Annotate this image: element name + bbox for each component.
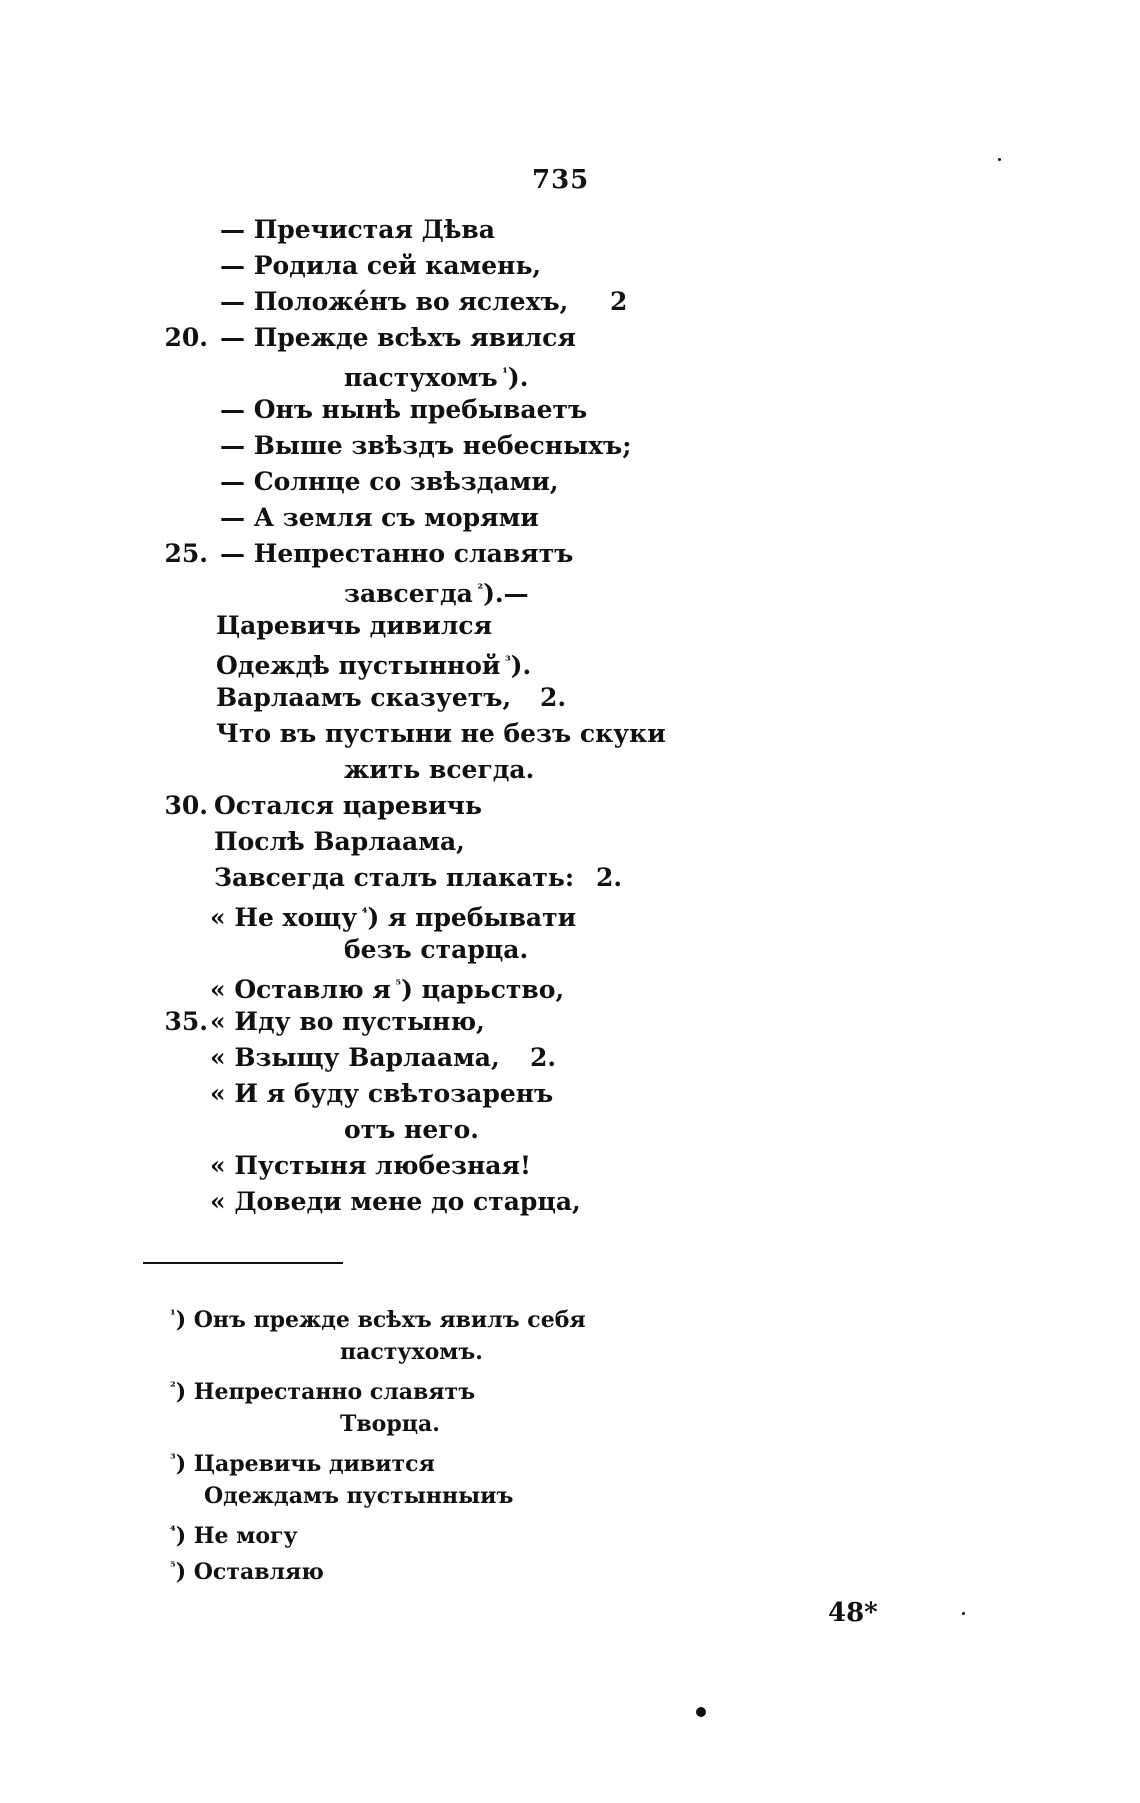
verse-text: « Оставлю я [210, 975, 391, 1004]
verse-line [214, 788, 482, 824]
verse-line [220, 320, 576, 356]
verse-line [220, 284, 568, 320]
scan-speck [962, 1612, 965, 1615]
footnote-ref: ¹ [497, 366, 508, 381]
footnote-line [204, 1480, 513, 1512]
verse-text-after: ). [507, 363, 529, 392]
verse-text: — Прежде всѣхъ явился [220, 323, 576, 352]
verse-line [216, 644, 531, 680]
verse-line [344, 932, 528, 968]
verse-text: — Непрестанно славятъ [220, 539, 574, 568]
scan-speck [696, 1707, 706, 1717]
footnote-text: ) Оставляю [175, 1559, 324, 1585]
page-number: 735 [532, 165, 590, 195]
verse-line [344, 752, 534, 788]
verse-line [220, 392, 587, 428]
footnote-line [170, 1300, 586, 1332]
scan-speck [998, 158, 1001, 161]
verse-text: « Пустыня любезная! [210, 1151, 531, 1180]
printer-signature: 48* [828, 1598, 878, 1628]
verse-text-after: ).— [483, 579, 529, 608]
footnote-text: пастухомъ. [340, 1339, 483, 1365]
verse-line [344, 572, 529, 608]
repeat-mark: 2. [596, 863, 623, 892]
verse-line [220, 464, 559, 500]
verse-text: « Доведи мене до старца, [210, 1187, 581, 1216]
verse-line [214, 860, 574, 896]
verse-text: — Солнце со звѣздами, [220, 467, 559, 496]
verse-text: жить всегда. [344, 755, 535, 784]
verse-text: « И я буду свѣтозаренъ [210, 1079, 554, 1108]
repeat-mark: 2. [540, 683, 567, 712]
verse-line [216, 716, 666, 752]
verse-text: « Взыщу Варлаама, [210, 1043, 500, 1072]
verse-line [210, 896, 576, 932]
verse-text-after: ) я пребывати [367, 903, 577, 932]
verse-line [220, 428, 631, 464]
verse-text: Царевичь дивился [216, 611, 493, 640]
footnote-text: Творца. [340, 1411, 440, 1437]
footnote-line [340, 1408, 440, 1440]
verse-line [344, 356, 528, 392]
footnote-line [170, 1552, 324, 1584]
verse-text: — Выше звѣздъ небесныхъ; [220, 431, 632, 460]
verse-line [210, 1040, 500, 1076]
verse-number: 25. [164, 539, 208, 568]
footnote-text: ) Царевичь дивится [175, 1451, 435, 1477]
footnote-text: Одеждамъ пустынныиъ [204, 1483, 514, 1509]
verse-line [344, 1112, 479, 1148]
verse-text: Одеждѣ пустынной [216, 651, 501, 680]
verse-text: Послѣ Варлаама, [214, 827, 465, 856]
footnote-line [170, 1516, 298, 1548]
verse-text: завсегда [344, 579, 473, 608]
footnote-ref: ² [472, 582, 484, 597]
verse-text: — Пречистая Дѣва [220, 215, 495, 244]
verse-line [220, 536, 573, 572]
verse-line [216, 608, 492, 644]
verse-text-after: ) царьство, [401, 975, 565, 1004]
footnote-line [340, 1336, 483, 1368]
verse-text: Что въ пустыни не безъ скуки [216, 719, 666, 748]
verse-line [220, 500, 539, 536]
verse-line [210, 1004, 485, 1040]
verse-number: 30. [164, 791, 208, 820]
verse-text: Завсегда сталъ плакать: [214, 863, 575, 892]
footnote-ref: ⁴ [357, 906, 368, 921]
footnote-ref: ³ [500, 654, 511, 669]
footnote-text: ) Онъ прежде всѣхъ явилъ себя [175, 1307, 586, 1333]
verse-text: отъ него. [344, 1115, 479, 1144]
verse-number: 20. [164, 323, 208, 352]
verse-line [210, 1148, 531, 1184]
verse-line [210, 968, 564, 1004]
verse-text: безъ старца. [344, 935, 529, 964]
verse-text: Варлаамъ сказуетъ, [216, 683, 512, 712]
verse-line [220, 212, 495, 248]
verse-text: — А земля съ морями [220, 503, 539, 532]
verse-text: — Онъ нынѣ пребываетъ [220, 395, 588, 424]
footnote-number: ⁵ [170, 1560, 176, 1575]
footnote-number: ³ [170, 1452, 176, 1467]
verse-line [220, 248, 541, 284]
verse-text: — Родила сей камень, [220, 251, 542, 280]
verse-text-after: ). [510, 651, 532, 680]
repeat-mark: 2 [610, 287, 628, 316]
verse-text: пастухомъ [344, 363, 498, 392]
verse-line [216, 680, 511, 716]
verse-line [210, 1076, 553, 1112]
footnote-number: ⁴ [170, 1524, 176, 1539]
footnote-ref: ⁵ [390, 978, 402, 993]
verse-line [214, 824, 465, 860]
footnote-number: ¹ [170, 1308, 176, 1323]
verse-number: 35. [164, 1007, 208, 1036]
verse-text: « Иду во пустыню, [210, 1007, 485, 1036]
footnote-line [170, 1372, 475, 1404]
footnote-text: ) Не могу [175, 1523, 298, 1549]
verse-text: — Положе́нъ во яслехъ, [220, 287, 569, 316]
repeat-mark: 2. [530, 1043, 557, 1072]
footnote-number: ² [170, 1380, 176, 1395]
footnote-separator [143, 1262, 343, 1264]
footnote-text: ) Непрестанно славятъ [175, 1379, 476, 1405]
footnote-line [170, 1444, 435, 1476]
verse-line [210, 1184, 581, 1220]
verse-text: « Не хощу [210, 903, 358, 932]
verse-text: Остался царевичь [214, 791, 482, 820]
